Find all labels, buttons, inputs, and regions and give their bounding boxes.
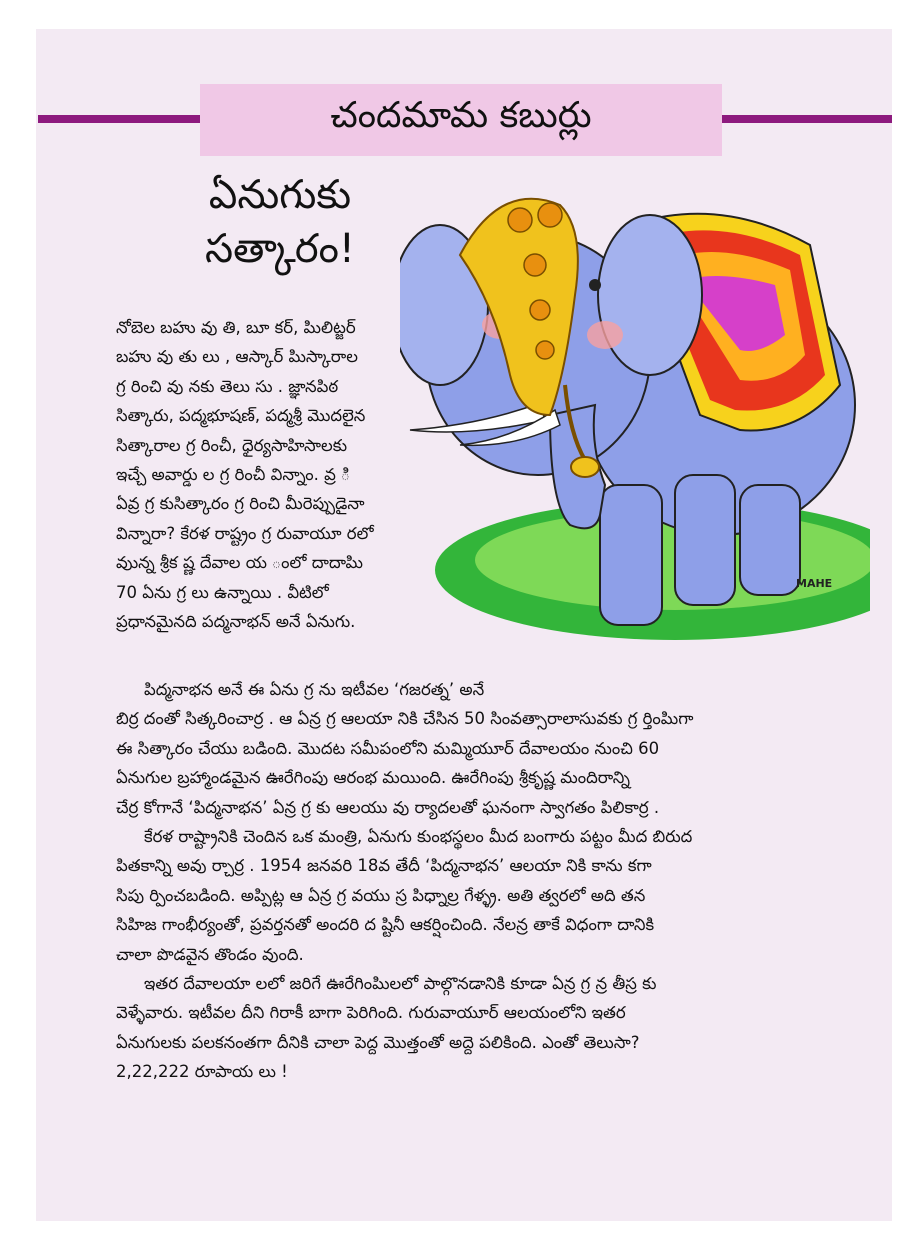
paragraph-line: సిపు ర్పించబడింది. అప్పిట్ల ఆ ఏన్ర గ్ర వయు స్ర పిధ్నాల్ర గేళ్ళ్ర. అతి త్వరలో అది తన [116, 885, 646, 905]
paragraph-line: ఇచ్చే అవార్డు ల గ్ర రించీ విన్నాం. వ్ర ి [116, 465, 351, 485]
article-title-line-2: సత్కారం! [205, 226, 355, 272]
paragraph-line: బిర్ర దంతో సిత్కరించార్ర . ఆ ఏన్ర గ్ర ఆలయా నికి చేసిన 50 సింవత్సారాలాసువకు గ్ర ర్తింపిుగా [116, 709, 694, 729]
paragraph-line: చేర్ర కోగానే ‘పిద్మనాభన’ ఏన్ర గ్ర కు ఆలయు వు ర్యాదలతో ఘనంగా స్వాగతం పిలికార్ర . [116, 797, 660, 817]
paragraph-line: వుున్న శ్రీక ష్ణ దేవాల య ంలో దాదాపిు [116, 553, 363, 573]
paragraph-line: పిద్మనాభన అనే ఈ ఏను గ్ర ను ఇటీవల ‘గజరత్న’ అనే [144, 680, 485, 699]
paragraph-line: చాలా పొడవైన తొండం వుంది. [116, 944, 304, 964]
header-rule-right [722, 115, 892, 123]
paragraph-line: సిత్కారాల గ్ర రించీ, ధైర్యసాహిసాలకు [116, 435, 348, 455]
paragraph-line: 2,22,222 రూపాయ లు ! [116, 1062, 288, 1082]
elephant-illustration [400, 185, 870, 645]
paragraph-line: ప్రధానమైనది పద్మనాభన్ అనే ఏనుగు. [116, 612, 356, 632]
paragraph-line: ఏనుగులకు పలకనంతగా దీనికి చాలా పెద్ద మొత్తంతో అద్దె పలికింది. ఎంతో తెలుసా? [116, 1032, 640, 1052]
paragraph-line: 70 ఏను గ్ర లు ఉన్నాయి . వీటిలో [116, 582, 329, 602]
paragraph-line: గ్ర రించి వు నకు తెలు సు . జ్ఞానపిఠ [116, 376, 339, 396]
paragraph-line: పితకాన్ని అవు ర్చార్ర . 1954 జనవరి 18వ తేదీ ‘పిద్మనాభన’ ఆలయా నికి కాను కగా [116, 856, 652, 876]
paragraph-line: విన్నారా? కేరళ రాష్ట్రం గ్ర రువాయూ రలో [116, 523, 374, 543]
section-title: చందమామ కబుర్లు [330, 95, 592, 136]
section-header [200, 84, 722, 156]
illustration-signature: MAHE [796, 577, 833, 590]
paragraph-line: సిత్కారు, పద్మభూషణ్, పద్మశ్రీ మొదలైన [116, 406, 366, 426]
paragraph-line: నోబెల బహు వు తి, బూ కర్, పిులిట్జర్ [116, 318, 356, 337]
paragraph-line: బహు వు తు లు , ఆస్కార్ పిుస్కారాల [116, 347, 358, 367]
article-column-intro [116, 312, 416, 636]
paragraph-line: ఇతర దేవాలయా లలో జరిగే ఊరేగింపిులలో పాల్గొనడానికి కూడా ఏన్ర గ్ర న్ర తీస్ర కు [144, 974, 657, 994]
paragraph-line: సిహిజ గాంభీర్యంతో, ప్రవర్తనతో అందరి ద ష్టినీ ఆకర్షించింది. నేలన్ర తాకే విధంగా దానికి [116, 915, 655, 935]
paragraph-line: వెళ్ళేవారు. ఇటీవల దీని గిరాకీ బాగా పెరిగింది. గురువాయూర్ ఆలయంలోని ఇతర [116, 1003, 626, 1023]
header-rule-left [38, 115, 200, 123]
paragraph-line: ఈ సిత్కారం చేయు బడింది. మొదట సమీపంలోని మమ్మియూర్ దేవాలయం నుంచి 60 [116, 738, 660, 758]
article-body [116, 675, 816, 1087]
article-title-line-1: ఏనుగుకు [208, 172, 352, 218]
paragraph-line: కేరళ రాష్ట్రానికి చెందిన ఒక మంత్రి, ఏనుగు కుంభస్థలం మీద బంగారు పట్టం మీద బిరుద [144, 827, 693, 847]
paragraph-line: ఏవ్ర గ్ర కుసిత్కారం గ్ర రించి మీరెప్పుడైనా [116, 494, 365, 514]
paragraph-line: ఏనుగుల బ్రహ్మాండమైన ఊరేగింపు ఆరంభ మయింది. ఊరేగింపు శ్రీకృష్ణ మందిరాన్ని [116, 768, 630, 788]
